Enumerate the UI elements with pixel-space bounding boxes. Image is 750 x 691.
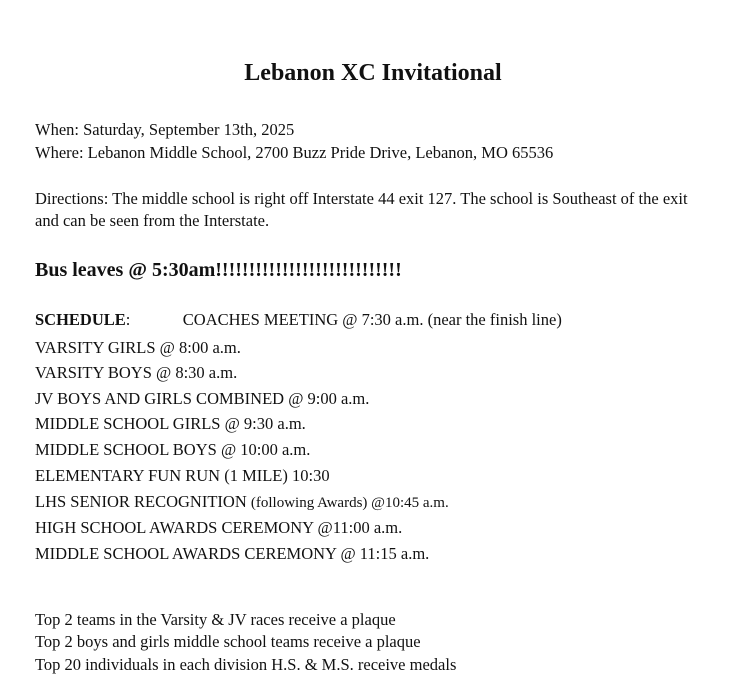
schedule-item-senior-recognition [35,492,449,513]
bus-departure-notice: Bus leaves @ 5:30am!!!!!!!!!!!!!!!!!!!!!!!!!!!! [35,259,402,281]
schedule-item: JV BOYS AND GIRLS COMBINED @ 9:00 a.m. [35,389,370,408]
award-info-item: Top 2 boys and girls middle school teams receive a plaque [35,632,421,651]
award-info-item: Top 20 individuals in each division H.S. & M.S. receive medals [35,655,457,674]
schedule-colon: : [125,310,131,329]
award-info-item: Top 2 teams in the Varsity & JV races receive a plaque [35,610,396,629]
event-date: When: Saturday, September 13th, 2025 [35,120,295,139]
schedule-item: VARSITY BOYS @ 8:30 a.m. [35,363,238,382]
senior-recognition-title: LHS SENIOR RECOGNITION [35,492,251,511]
schedule-item: MIDDLE SCHOOL GIRLS @ 9:30 a.m. [35,414,306,433]
event-location: Where: Lebanon Middle School, 2700 Buzz Pride Drive, Lebanon, MO 65536 [35,143,554,162]
schedule-heading-row [35,310,562,330]
directions-paragraph: Directions: The middle school is right off Interstate 44 exit 127. The school is Southeast of the exit and can be seen from the Interstate. [35,189,688,230]
page-title: Lebanon XC Invitational [244,60,502,86]
senior-recognition-time: (following Awards) @10:45 a.m. [250,495,449,511]
schedule-item: MIDDLE SCHOOL BOYS @ 10:00 a.m. [35,440,311,459]
schedule-item: ELEMENTARY FUN RUN (1 MILE) 10:30 [35,466,330,485]
schedule-item: VARSITY GIRLS @ 8:00 a.m. [35,338,241,357]
schedule-item: MIDDLE SCHOOL AWARDS CEREMONY @ 11:15 a.m. [35,544,430,563]
schedule-label: SCHEDULE [35,310,126,329]
schedule-item-coaches-meeting: COACHES MEETING @ 7:30 a.m. (near the finish line) [182,310,562,329]
schedule-item: HIGH SCHOOL AWARDS CEREMONY @11:00 a.m. [35,518,403,537]
